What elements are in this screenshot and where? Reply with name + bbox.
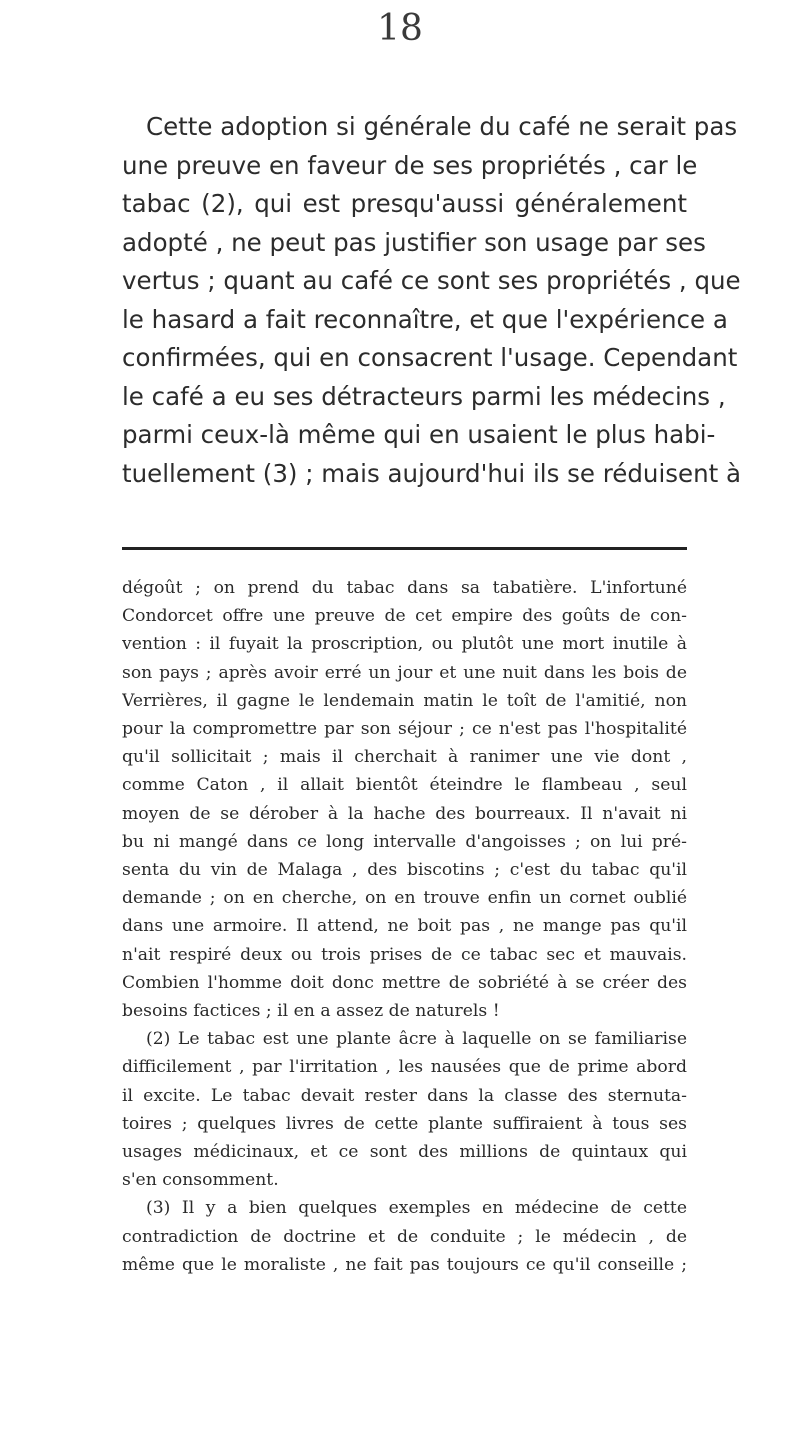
- footnote-line: qu'il sollicitait ; mais il cherchait à ranimer une vie dont ,: [122, 747, 687, 768]
- main-text-line: confirmées, qui en consacrent l'usage. Cependant: [122, 343, 738, 372]
- footnote-line: difficilement , par l'irritation , les nausées que de prime abord: [122, 1057, 687, 1078]
- footnote-line: même que le moraliste , ne fait pas toujours ce qu'il conseille ;: [122, 1254, 687, 1275]
- footnote-line: (2) Le tabac est une plante âcre à laquelle on se familiarise: [146, 1029, 687, 1050]
- footnote-line: vention : il fuyait la proscription, ou plutôt une mort inutile à: [122, 634, 687, 655]
- footnote-line: Condorcet offre une preuve de cet empire des goûts de con-: [122, 606, 687, 627]
- footnote-separator-rule: [122, 547, 687, 550]
- main-text-block: [122, 108, 742, 493]
- footnote-line: son pays ; après avoir erré un jour et une nuit dans les bois de: [122, 662, 687, 683]
- footnote-line: demande ; on en cherche, on en trouve enfin un cornet oublié: [122, 888, 687, 909]
- footnote-line: besoins factices ; il en a assez de naturels !: [122, 1001, 500, 1022]
- footnote-line: Verrières, il gagne le lendemain matin le toît de l'amitié, non: [122, 690, 687, 711]
- footnote-line: senta du vin de Malaga , des biscotins ; c'est du tabac qu'il: [122, 860, 687, 881]
- page-number: 18: [377, 8, 423, 49]
- footnote-line: s'en consomment.: [122, 1170, 279, 1191]
- footnote-line: (3) Il y a bien quelques exemples en médecine de cette: [146, 1198, 687, 1219]
- main-text-line: une preuve en faveur de ses propriétés , car le: [122, 150, 698, 180]
- main-text-line: adopté , ne peut pas justifier son usage par ses: [122, 227, 706, 257]
- footnote-line: dégoût ; on prend du tabac dans sa tabatière. L'infortuné: [122, 578, 687, 598]
- footnotes-block: [122, 574, 687, 1279]
- footnote-line: dans une armoire. Il attend, ne boit pas , ne mange pas qu'il: [122, 916, 687, 937]
- main-text-line: tabac (2), qui est presqu'aussi généralement: [122, 189, 687, 218]
- footnote-line: bu ni mangé dans ce long intervalle d'angoisses ; on lui pré-: [122, 831, 687, 852]
- main-text-line: le café a eu ses détracteurs parmi les médecins ,: [122, 381, 726, 411]
- footnote-line: Combien l'homme doit donc mettre de sobriété à se créer des: [122, 972, 687, 993]
- main-text-line: tuellement (3) ; mais aujourd'hui ils se réduisent à: [122, 458, 742, 488]
- footnote-line: moyen de se dérober à la hache des bourreaux. Il n'avait ni: [122, 803, 687, 824]
- footnote-line: comme Caton , il allait bientôt éteindre le flambeau , seul: [122, 775, 687, 796]
- footnote-line: il excite. Le tabac devait rester dans la classe des sternuta-: [122, 1085, 687, 1106]
- footnote-line: toires ; quelques livres de cette plante suffiraient à tous ses: [122, 1113, 687, 1134]
- main-text-line: Cette adoption si générale du café ne serait pas: [146, 112, 738, 141]
- main-text-line: vertus ; quant au café ce sont ses propriétés , que: [122, 266, 741, 295]
- footnote-line: pour la compromettre par son séjour ; ce n'est pas l'hospitalité: [122, 719, 687, 740]
- footnote-line: usages médicinaux, et ce sont des millions de quintaux qui: [122, 1142, 687, 1163]
- main-text-line: parmi ceux-là même qui en usaient le plus habi-: [122, 420, 716, 449]
- footnote-line: contradiction de doctrine et de conduite ; le médecin , de: [122, 1226, 687, 1247]
- main-text-line: le hasard a fait reconnaître, et que l'expérience a: [122, 304, 728, 334]
- footnote-line: n'ait respiré deux ou trois prises de ce tabac sec et mauvais.: [122, 944, 687, 965]
